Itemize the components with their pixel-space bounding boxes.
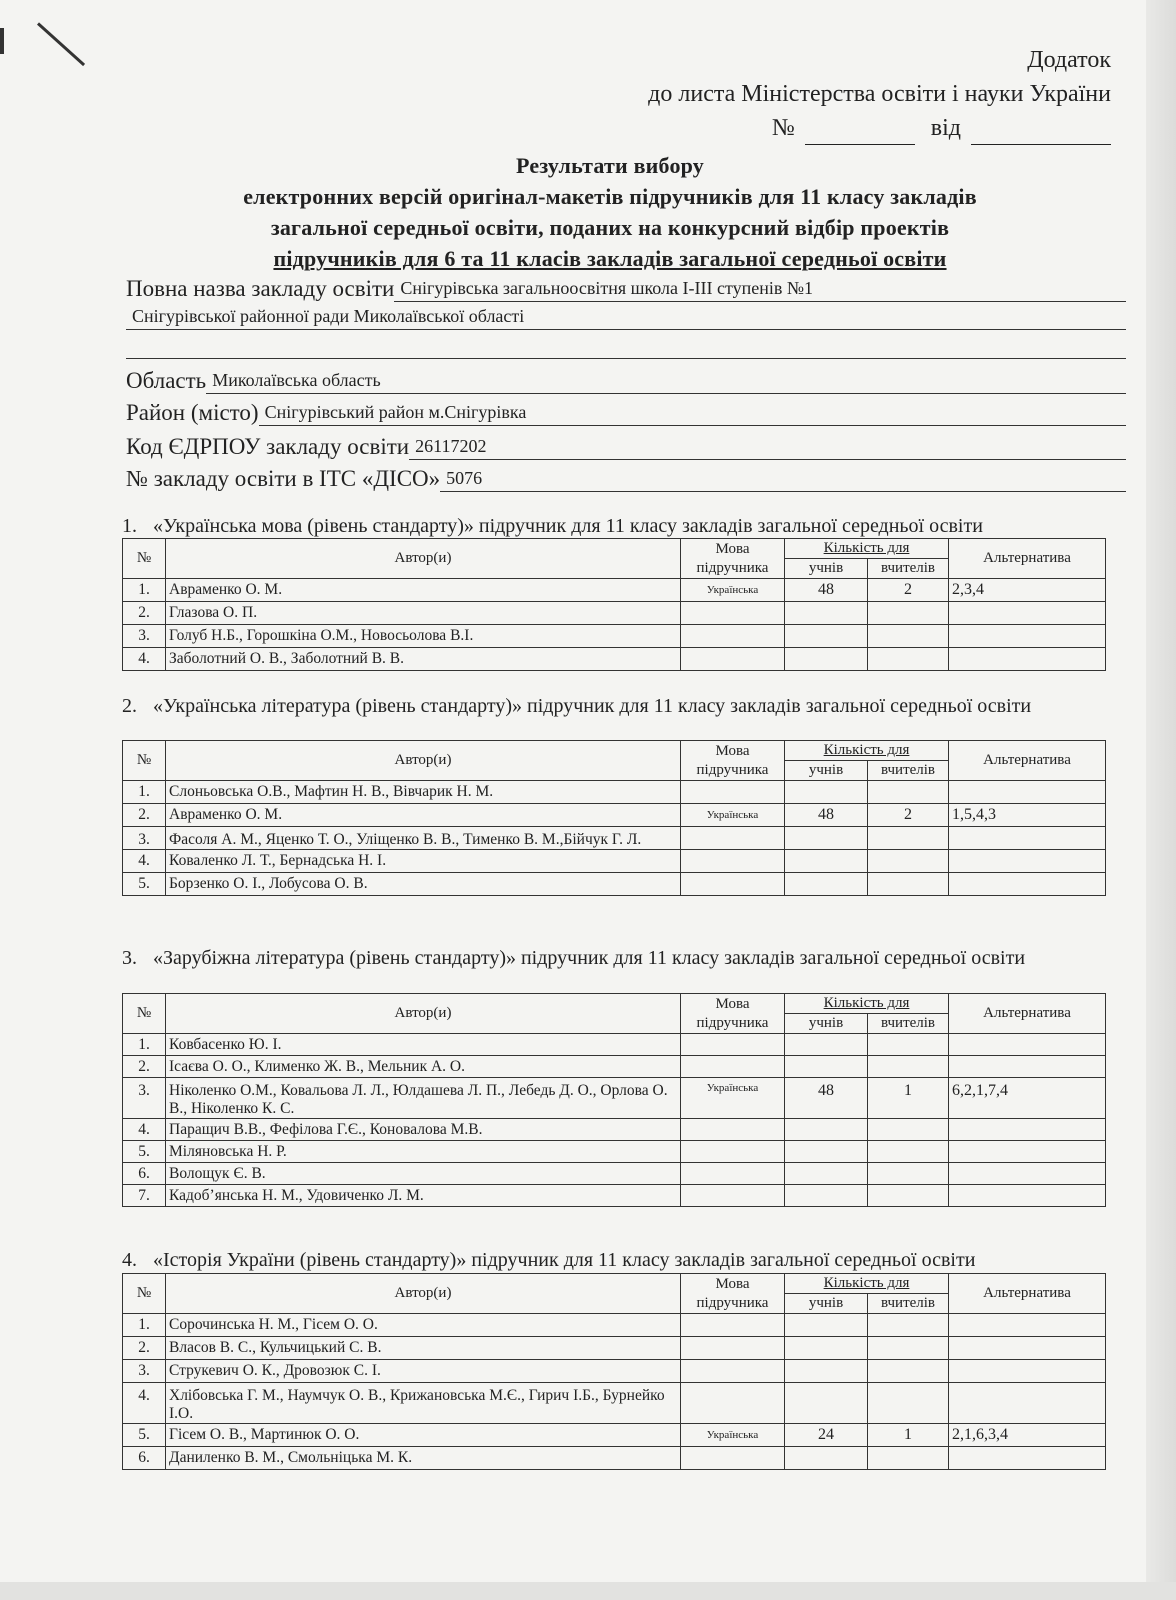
row-students-count — [785, 648, 868, 671]
row-alternative: 2,1,6,3,4 — [949, 1424, 1106, 1447]
field-institution-name — [126, 272, 1126, 302]
row-authors: Кадоб’янська Н. М., Удовиченко Л. М. — [166, 1185, 681, 1207]
table-row — [123, 602, 1106, 625]
row-number: 4. — [123, 850, 166, 873]
table-row — [123, 1078, 1106, 1119]
col-authors-header: Автор(и) — [166, 994, 681, 1034]
row-number: 2. — [123, 1056, 166, 1078]
row-alternative — [949, 1337, 1106, 1360]
field-value: Снігурівський район м.Снігурівка — [259, 401, 1126, 426]
col-qty-header: Кількість для — [785, 1274, 949, 1294]
row-teachers-count — [868, 1141, 949, 1163]
row-teachers-count — [868, 873, 949, 896]
row-language — [681, 850, 785, 873]
row-alternative — [949, 1185, 1106, 1207]
row-teachers-count — [868, 1034, 949, 1056]
row-authors: Паращич В.В., Фефілова Г.Є., Коновалова М.В. — [166, 1119, 681, 1141]
row-number: 1. — [123, 579, 166, 602]
row-teachers-count — [868, 1163, 949, 1185]
row-alternative: 2,3,4 — [949, 579, 1106, 602]
row-authors: Волощук Є. В. — [166, 1163, 681, 1185]
title-line-4: підручників для 6 та 11 класів закладів загальної середньої освіти — [273, 246, 947, 271]
row-students-count — [785, 602, 868, 625]
table-row — [123, 1360, 1106, 1383]
row-teachers-count — [868, 827, 949, 850]
row-alternative — [949, 1034, 1106, 1056]
pen-mark — [37, 22, 85, 66]
table-row — [123, 1314, 1106, 1337]
row-students-count — [785, 1119, 868, 1141]
title-line-3: загальної середньої освіти, поданих на конкурсний відбір проектів — [270, 215, 950, 240]
table-row — [123, 1141, 1106, 1163]
row-authors: Міляновська Н. Р. — [166, 1141, 681, 1163]
col-teachers-header: вчителів — [868, 559, 949, 579]
row-students-count — [785, 1141, 868, 1163]
col-students-header: учнів — [785, 559, 868, 579]
field-label: Код ЄДРПОУ закладу освіти — [126, 434, 410, 459]
col-students-header: учнів — [785, 761, 868, 781]
col-alt-header: Альтернатива — [949, 539, 1106, 579]
row-number: 2. — [123, 1337, 166, 1360]
row-students-count: 48 — [785, 804, 868, 827]
row-authors: Голуб Н.Б., Горошкіна О.М., Новосьолова В.І. — [166, 625, 681, 648]
row-number: 3. — [123, 625, 166, 648]
field-institution-name-cont: Снігурівської районної ради Миколаївської області — [126, 304, 1126, 330]
row-authors: Струкевич О. К., Дровозюк С. І. — [166, 1360, 681, 1383]
title-line-2: електронних версій оригінал-макетів підручників для 11 класу закладів — [243, 184, 977, 209]
table-row — [123, 1424, 1106, 1447]
section-2-table — [122, 740, 1106, 896]
row-teachers-count — [868, 1337, 949, 1360]
row-alternative — [949, 781, 1106, 804]
row-number: 2. — [123, 602, 166, 625]
row-number: 4. — [123, 1383, 166, 1424]
row-teachers-count — [868, 1056, 949, 1078]
table-row — [123, 1447, 1106, 1470]
col-qty-header: Кількість для — [785, 741, 949, 761]
row-language — [681, 1314, 785, 1337]
row-language: Українська — [681, 579, 785, 602]
row-language — [681, 781, 785, 804]
col-num-header: № — [123, 994, 166, 1034]
table-row — [123, 804, 1106, 827]
row-number: 7. — [123, 1185, 166, 1207]
row-students-count — [785, 1056, 868, 1078]
table-row — [123, 1383, 1106, 1424]
row-authors: Сорочинська Н. М., Гісем О. О. — [166, 1314, 681, 1337]
row-number: 1. — [123, 1314, 166, 1337]
table-row — [123, 827, 1106, 850]
section-2-title: 2. «Українська література (рівень стандарту)» підручник для 11 класу закладів загальної середньої освіти — [122, 695, 1032, 717]
row-language — [681, 1383, 785, 1424]
row-teachers-count — [868, 602, 949, 625]
table-row — [123, 579, 1106, 602]
col-students-header: учнів — [785, 1294, 868, 1314]
row-language — [681, 1119, 785, 1141]
table-row — [123, 1056, 1106, 1078]
row-alternative — [949, 625, 1106, 648]
field-value: 26117202 — [409, 435, 1126, 460]
row-authors: Ковбасенко Ю. І. — [166, 1034, 681, 1056]
col-students-header: учнів — [785, 1014, 868, 1034]
field-blank-line — [126, 333, 1126, 359]
row-alternative — [949, 1141, 1106, 1163]
col-alt-header: Альтернатива — [949, 741, 1106, 781]
col-num-header: № — [123, 741, 166, 781]
field-label: № закладу освіти в ІТС «ДІСО» — [126, 466, 441, 491]
scan-edge — [1146, 0, 1176, 1600]
row-number: 5. — [123, 1424, 166, 1447]
row-number: 5. — [123, 873, 166, 896]
number-blank — [805, 122, 915, 145]
col-num-header: № — [123, 539, 166, 579]
row-alternative: 6,2,1,7,4 — [949, 1078, 1106, 1119]
row-teachers-count — [868, 781, 949, 804]
table-row — [123, 850, 1106, 873]
row-students-count — [785, 1163, 868, 1185]
row-teachers-count — [868, 1360, 949, 1383]
row-language — [681, 648, 785, 671]
row-teachers-count: 1 — [868, 1078, 949, 1119]
row-authors: Коваленко Л. Т., Бернадська Н. І. — [166, 850, 681, 873]
row-authors: Даниленко В. М., Смольніцька М. К. — [166, 1447, 681, 1470]
col-lang-header: Мова підручника — [681, 1274, 785, 1314]
row-students-count — [785, 873, 868, 896]
date-blank — [971, 122, 1111, 145]
field-value: Снігурівська загальноосвітня школа І-ІІІ ступенів №1 — [394, 277, 1126, 302]
scan-mark — [0, 28, 4, 54]
row-language — [681, 827, 785, 850]
row-language — [681, 625, 785, 648]
row-number: 4. — [123, 648, 166, 671]
row-number: 3. — [123, 1078, 166, 1119]
row-authors: Борзенко О. І., Лобусова О. В. — [166, 873, 681, 896]
row-students-count — [785, 1447, 868, 1470]
row-language: Українська — [681, 1078, 785, 1119]
row-language — [681, 1185, 785, 1207]
row-authors: Слоньовська О.В., Мафтин Н. В., Вівчарик Н. М. — [166, 781, 681, 804]
date-label: від — [930, 115, 961, 141]
field-label: Повна назва закладу освіти — [126, 276, 395, 301]
number-label: № — [771, 115, 795, 141]
row-teachers-count — [868, 1383, 949, 1424]
row-teachers-count: 2 — [868, 804, 949, 827]
table-row — [123, 1034, 1106, 1056]
row-authors: Авраменко О. М. — [166, 804, 681, 827]
row-alternative — [949, 1163, 1106, 1185]
row-alternative — [949, 850, 1106, 873]
header-appendix: Додаток — [1027, 47, 1111, 73]
row-students-count — [785, 1314, 868, 1337]
field-label: Область — [126, 368, 207, 393]
col-teachers-header: вчителів — [868, 761, 949, 781]
row-teachers-count — [868, 850, 949, 873]
row-number: 4. — [123, 1119, 166, 1141]
row-authors: Хлібовська Г. М., Наумчук О. В., Крижановська М.Є., Гирич І.Б., Бурнейко І.О. — [166, 1383, 681, 1424]
row-alternative — [949, 648, 1106, 671]
col-qty-header: Кількість для — [785, 539, 949, 559]
row-language — [681, 1163, 785, 1185]
row-language — [681, 1447, 785, 1470]
table-row — [123, 625, 1106, 648]
row-teachers-count — [868, 1185, 949, 1207]
table-row — [123, 1337, 1106, 1360]
row-authors: Власов В. С., Кульчицький С. В. — [166, 1337, 681, 1360]
row-alternative — [949, 602, 1106, 625]
col-lang-header: Мова підручника — [681, 741, 785, 781]
row-teachers-count — [868, 625, 949, 648]
row-authors: Фасоля А. М., Яценко Т. О., Уліщенко В. В., Тименко В. М.,Бійчук Г. Л. — [166, 827, 681, 850]
row-alternative — [949, 1056, 1106, 1078]
row-authors: Гісем О. В., Мартинюк О. О. — [166, 1424, 681, 1447]
header-ministry: до листа Міністерства освіти і науки України — [648, 81, 1111, 107]
header-number-date — [772, 112, 1111, 145]
field-value: Миколаївська область — [206, 369, 1126, 394]
row-alternative — [949, 1119, 1106, 1141]
col-qty-header: Кількість для — [785, 994, 949, 1014]
row-alternative — [949, 873, 1106, 896]
row-alternative — [949, 827, 1106, 850]
row-language — [681, 1141, 785, 1163]
row-language: Українська — [681, 804, 785, 827]
section-3-table — [122, 993, 1106, 1207]
row-language — [681, 1360, 785, 1383]
row-students-count — [785, 781, 868, 804]
section-1-title: 1. «Українська мова (рівень стандарту)» підручник для 11 класу закладів загальної середньої освіти — [122, 515, 983, 537]
table-row — [123, 781, 1106, 804]
row-students-count — [785, 625, 868, 648]
row-language — [681, 1056, 785, 1078]
row-students-count — [785, 1034, 868, 1056]
row-students-count — [785, 1337, 868, 1360]
row-students-count — [785, 850, 868, 873]
row-language — [681, 873, 785, 896]
table-row — [123, 1163, 1106, 1185]
row-students-count — [785, 827, 868, 850]
row-authors: Заболотний О. В., Заболотний В. В. — [166, 648, 681, 671]
field-value: 5076 — [440, 467, 1126, 492]
row-students-count — [785, 1185, 868, 1207]
row-number: 5. — [123, 1141, 166, 1163]
row-teachers-count — [868, 1314, 949, 1337]
col-authors-header: Автор(и) — [166, 1274, 681, 1314]
document-title — [120, 150, 1100, 274]
row-teachers-count — [868, 1447, 949, 1470]
table-row — [123, 873, 1106, 896]
row-students-count: 48 — [785, 579, 868, 602]
row-teachers-count: 1 — [868, 1424, 949, 1447]
col-authors-header: Автор(и) — [166, 741, 681, 781]
section-4-title: 4. «Історія України (рівень стандарту)» підручник для 11 класу закладів загальної середньої освіти — [122, 1249, 976, 1271]
table-row — [123, 648, 1106, 671]
row-language: Українська — [681, 1424, 785, 1447]
row-number: 1. — [123, 781, 166, 804]
col-alt-header: Альтернатива — [949, 994, 1106, 1034]
row-alternative: 1,5,4,3 — [949, 804, 1106, 827]
row-language — [681, 602, 785, 625]
row-alternative — [949, 1447, 1106, 1470]
row-authors: Авраменко О. М. — [166, 579, 681, 602]
row-alternative — [949, 1360, 1106, 1383]
row-teachers-count: 2 — [868, 579, 949, 602]
field-region — [126, 364, 1126, 394]
row-number: 1. — [123, 1034, 166, 1056]
row-language — [681, 1337, 785, 1360]
col-teachers-header: вчителів — [868, 1294, 949, 1314]
row-students-count — [785, 1360, 868, 1383]
section-4-table — [122, 1273, 1106, 1470]
row-students-count: 48 — [785, 1078, 868, 1119]
row-teachers-count — [868, 648, 949, 671]
table-row — [123, 1119, 1106, 1141]
row-language — [681, 1034, 785, 1056]
title-line-1: Результати вибору — [516, 153, 704, 178]
row-authors: Ніколенко О.М., Ковальова Л. Л., Юлдашева Л. П., Лебедь Д. О., Орлова О. В., Ніколенко К. С. — [166, 1078, 681, 1119]
field-edrpou — [126, 430, 1126, 460]
col-alt-header: Альтернатива — [949, 1274, 1106, 1314]
col-authors-header: Автор(и) — [166, 539, 681, 579]
section-1-table — [122, 538, 1106, 671]
row-number: 3. — [123, 827, 166, 850]
row-number: 6. — [123, 1447, 166, 1470]
scan-edge-bottom — [0, 1582, 1176, 1600]
row-alternative — [949, 1314, 1106, 1337]
col-num-header: № — [123, 1274, 166, 1314]
col-lang-header: Мова підручника — [681, 539, 785, 579]
field-district — [126, 396, 1126, 426]
table-row — [123, 1185, 1106, 1207]
row-teachers-count — [868, 1119, 949, 1141]
row-students-count: 24 — [785, 1424, 868, 1447]
row-alternative — [949, 1383, 1106, 1424]
field-its-number — [126, 462, 1126, 492]
col-lang-header: Мова підручника — [681, 994, 785, 1034]
field-label: Район (місто) — [126, 400, 259, 425]
row-number: 6. — [123, 1163, 166, 1185]
row-number: 3. — [123, 1360, 166, 1383]
section-3-title: 3. «Зарубіжна література (рівень стандарту)» підручник для 11 класу закладів загальної середньої освіти — [122, 947, 1026, 969]
row-authors: Глазова О. П. — [166, 602, 681, 625]
col-teachers-header: вчителів — [868, 1014, 949, 1034]
row-authors: Ісаєва О. О., Клименко Ж. В., Мельник А. О. — [166, 1056, 681, 1078]
row-students-count — [785, 1383, 868, 1424]
row-number: 2. — [123, 804, 166, 827]
